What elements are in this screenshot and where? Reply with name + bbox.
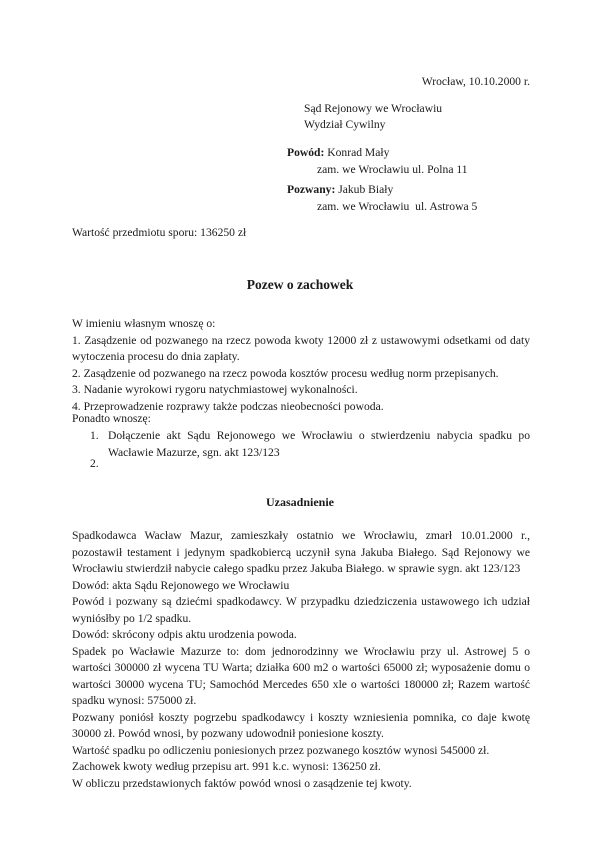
justification-paragraph: W obliczu przedstawionych faktów powód wnosi o zasądzenie tej kwoty. (72, 776, 412, 790)
justification-paragraph: Dowód: akta Sądu Rejonowego we Wrocławiu (72, 578, 290, 592)
plaintiff-line (287, 145, 389, 162)
court-division: Wydział Cywilny (304, 118, 386, 131)
dispute-value: Wartość przedmiotu sporu: 136250 zł (72, 226, 247, 239)
additional-item-text: Dołączenie akt Sądu Rejonowego we Wrocławiu o stwierdzeniu nabycia spadku po Wacławie Mazurze, sgn. akt 123/123 (108, 429, 530, 459)
justification-paragraph: Powód i pozwany są dziećmi spadkodawcy. W przypadku dziedziczenia ustawowego ich udział wyniósłby po 1/2 spadku. (72, 595, 530, 625)
defendant-label: Pozwany: (287, 183, 336, 196)
claim-item: 2. Zasądzenie od pozwanego na rzecz powoda kosztów procesu według norm przepisanych. (72, 366, 499, 380)
additional-intro: Ponadto wnoszę: (72, 412, 151, 425)
claim-item: 1. Zasądzenie od pozwanego na rzecz powoda kwoty 12000 zł z ustawowymi odsetkami od daty wytoczenia procesu do dnia zapłaty. (72, 333, 530, 363)
justification-heading: Uzasadnienie (265, 495, 334, 509)
additional-item-number: 1. (90, 429, 99, 442)
justification-body (72, 528, 530, 792)
claims-section (72, 316, 530, 415)
defendant-line (287, 182, 393, 199)
document-title: Pozew o zachowek (246, 277, 354, 292)
plaintiff-address: zam. we Wrocławiu ul. Polna 11 (317, 163, 468, 176)
claim-item: 3. Nadanie wyrokowi rygoru natychmiastowej wykonalności. (72, 383, 358, 396)
justification-paragraph: Pozwany poniósł koszty pogrzebu spadkodawcy i koszty wzniesienia pomnika, co daje kwotę 30000 zł. Powód wnosi, by pozwany udowodnił poniesione koszty. (72, 710, 530, 740)
claims-intro: W imieniu własnym wnoszę o: (72, 317, 216, 330)
place-date: Wrocław, 10.10.2000 r. (421, 75, 530, 88)
additional-item-number: 2. (90, 457, 99, 470)
justification-paragraph: Wartość spadku po odliczeniu poniesionych przez pozwanego kosztów wynosi 545000 zł. (72, 743, 490, 757)
justification-paragraph: Zachowek kwoty według przepisu art. 991 k.c. wynosi: 136250 zł. (72, 760, 381, 773)
claim-item: 4. Przeprowadzenie rozprawy także podczas nieobecności powoda. (72, 399, 384, 413)
plaintiff-name: Konrad Mały (327, 146, 390, 159)
justification-paragraph: Spadek po Wacławie Mazurze to: dom jednorodzinny we Wrocławiu przy ul. Astrowej 5 o wartości 300000 zł wycena TU Warta; działka 600 m2 o wartości 65000 zł; wyposażenie domu o wartości 30000 wycena TU; Samochód Mercedes 650 xle o wartości 180000 zł; Razem wartość spadku wynosi: 575000 zł. (72, 644, 530, 707)
justification-paragraph: Spadkodawca Wacław Mazur, zamieszkały ostatnio we Wrocławiu, zmarł 10.01.2000 r., pozostawił testament i jedynym spadkobiercą uczynił syna Jakuba Białego. Sąd Rejonowy we Wrocławiu stwierdził nabycie całego spadku przez Jakuba Białego. w sprawie sygn. akt 123/123 (72, 529, 530, 575)
defendant-address: zam. we Wrocławiu ul. Astrowa 5 (317, 200, 478, 213)
justification-paragraph: Dowód: skrócony odpis aktu urodzenia powoda. (72, 628, 297, 641)
court-name: Sąd Rejonowy we Wrocławiu (304, 102, 443, 115)
defendant-name: Jakub Biały (338, 183, 394, 196)
plaintiff-label: Powód: (287, 146, 325, 159)
